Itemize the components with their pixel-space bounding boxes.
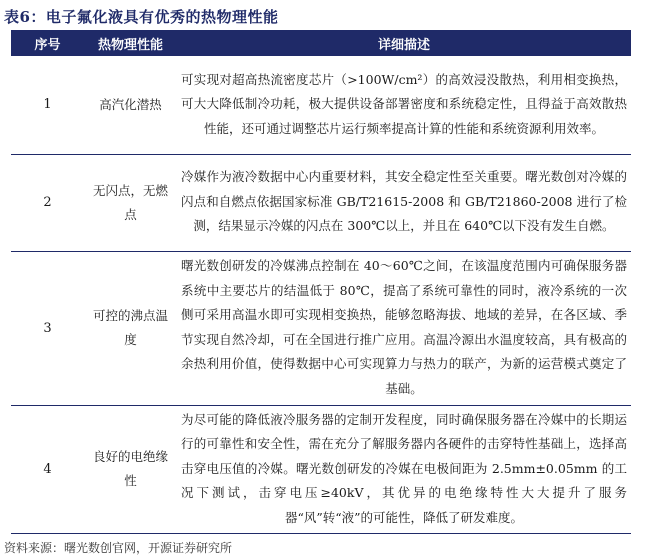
table-row <box>11 154 631 251</box>
header-description: 详细描述 <box>377 37 430 53</box>
table-row <box>11 56 631 154</box>
row-property: 高汽化潜热 <box>99 96 162 112</box>
table-header-row <box>11 30 631 56</box>
row-description: 冷媒作为液冷数据中心内重要材料，其安全稳定性至关重要。曙光数创对冷媒的闪点和自燃点依据国家标准 GB/T21615-2008 和 GB/T21860-2008 进行了检测，结果显示冷媒的闪点在 300℃以上，并且在 640℃以下没有发生自燃。 <box>181 169 627 234</box>
table-row <box>11 251 631 405</box>
source-note: 资料来源：曙光数创官网，开源证券研究所 <box>4 541 233 555</box>
row-description: 可实现对超高热流密度芯片（>100W/cm²）的高效浸没散热，利用相变换热，可大大降低制冷功耗，极大提供设备部署密度和系统稳定性，且得益于高效散热性能，还可通过调整芯片运行频率提高计算的性能和系统资源利用效率。 <box>181 71 627 136</box>
row-property: 可控的沸点温度 <box>92 308 168 347</box>
row-description: 曙光数创研发的冷媒沸点控制在 40～60℃之间，在该温度范围内可确保服务器系统中主要芯片的结温低于 80℃，提高了系统可靠性的同时，液冷系统的一次侧可采用高温水即可实现相变换热，能够忽略海拔、地域的差异，在各区域、季节实现自然冷却，可在全国进行推广应用。高温冷源出水温度较高，具有极高的余热利用价值，使得数据中心可实现算力与热力的联产，为新的运营模式奠定了基础。 <box>181 258 627 396</box>
row-number: 4 <box>43 461 52 477</box>
table-row <box>11 405 631 534</box>
row-number: 3 <box>43 320 52 336</box>
row-number: 2 <box>43 195 52 210</box>
thermal-properties-table <box>11 30 631 534</box>
row-property: 无闪点，无燃点 <box>92 182 168 222</box>
row-property: 良好的电绝缘性 <box>92 449 168 489</box>
header-property: 热物理性能 <box>97 37 163 53</box>
row-description: 为尽可能的降低液冷服务器的定制开发程度，同时确保服务器在冷媒中的长期运行的可靠性和安全性，需在充分了解服务器内各硬件的击穿特性基础上，选择高击穿电压值的冷媒。曙光数创研发的冷媒在电极间距为 2.5mm±0.05mm 的工况下测试，击穿电压≥40kV，其优异的电绝缘特性大大提升了服务器“风”转“液”的可能性，降低了研发难度。 <box>181 411 627 525</box>
table-title: 表6：电子氟化液具有优秀的热物理性能 <box>4 8 279 26</box>
header-number: 序号 <box>34 37 61 53</box>
row-number: 1 <box>43 97 52 113</box>
